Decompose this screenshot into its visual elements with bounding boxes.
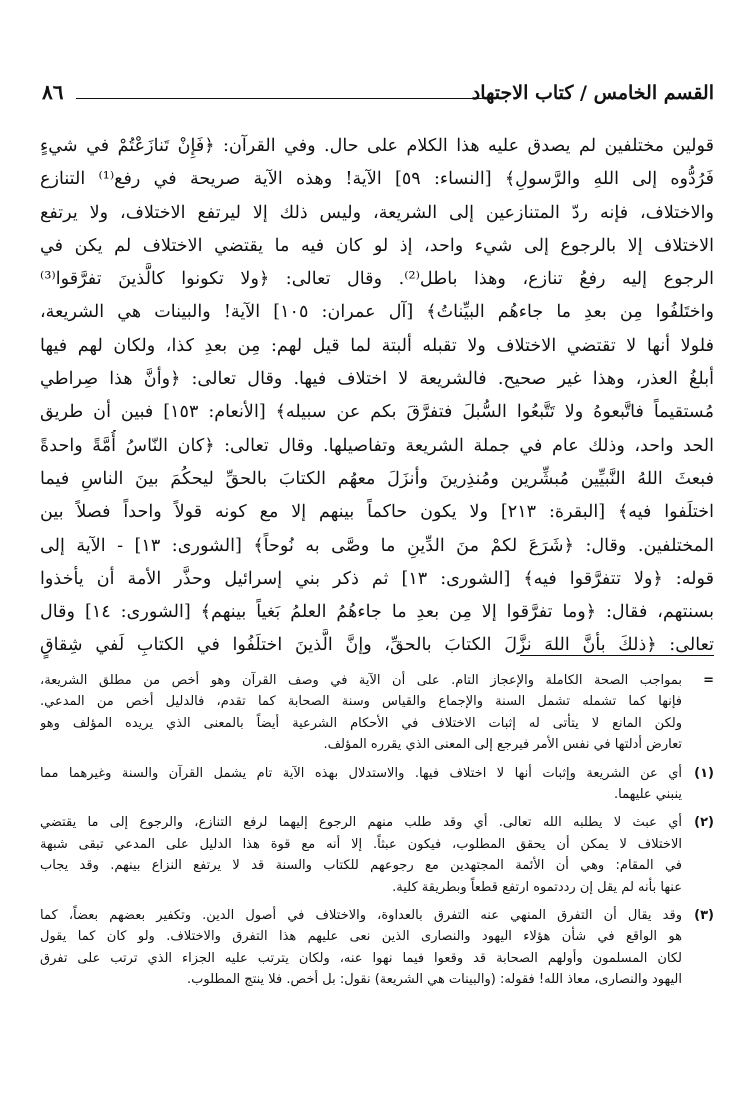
footnote-3: [40, 905, 714, 991]
footnote-marker: =: [703, 673, 714, 688]
footnotes: [40, 670, 714, 998]
page-number: ٨٦: [42, 80, 64, 104]
footnote-line: فإنها كما تشمله تشمل السنة والإجماع والقياس وسنة الصحابة كما تقدم، فالدليل أخص من المدعي.: [40, 694, 682, 710]
footnote-line: وقد يقال أن التفرق المنهي عنه التفرق بالعداوة، والاختلاف في أصول الدين. وتكفير بعضهم بعضاً، كما: [40, 908, 682, 924]
body-line: فَرُدُّوه إلى اللهِ والرَّسولِ﴾ [النساء: ٥٩] الآية! وهذه الآية صريحة في رفع⁽¹⁾ التنازع: [40, 169, 714, 190]
body-line: المختلفين. وقال: ﴿شَرَعَ لكمْ منَ الدِّينِ ما وصَّى به نُوحاً﴾ [الشورى: ١٣] - الآية إلى: [40, 535, 714, 556]
main-text: [40, 130, 714, 663]
footnote-line: بمواجب الصحة الكاملة والإعجاز التام. على أن الآية في وصف القرآن وهو أخص من مطلق الشريعة،: [40, 673, 682, 688]
footnote-line: أي عبث لا يطلبه الله تعالى. أي وقد طلب منهم الرجوع إليهما لرفع التنازع، والرجوع إلى ما يقتضي: [40, 815, 682, 831]
footnote-marker: (٢): [694, 815, 714, 831]
body-line: اختلَفوا فيه﴾ [البقرة: ٢١٣] ولا يكون حاكماً بينهم إلا مع كونه قولاً واحداً فصلاً بين: [40, 502, 714, 523]
body-line: فبعثَ اللهُ النَّبيِّين مُبشِّرين ومُنذِرينَ وأنزَلَ معهُم الكتابَ بالحقِّ ليحكُمَ بينَ الناسِ فيما: [40, 468, 714, 489]
body-line: بسنتهم، فقال: ﴿وما تفرَّقوا إلا مِن بعدِ ما جاءهُمُ العلمُ بَغياً بينهم﴾ [الشورى: ١٤] وقال: [40, 602, 714, 623]
body-line: فلولا أنها لا تقتضي الاختلاف ولا تقبله ألبتة لما قيل لهم: مِن بعدِ كذا، ولكان لهم فيها: [40, 335, 714, 356]
header-rule: [76, 98, 490, 99]
footnote-separator: [520, 655, 714, 656]
body-line: واختَلفُوا مِن بعدِ ما جاءهُم البيِّناتُ﴾ [آل عمران: ١٠٥] الآية! والبينات هي الشريعة،: [40, 302, 714, 323]
footnote-marker: (٣): [694, 908, 714, 924]
running-title: القسم الخامس / كتاب الاجتهاد: [471, 82, 714, 104]
footnote-marker: (١): [694, 765, 714, 781]
footnote-1: [40, 763, 714, 806]
body-line: الرجوع إليه رفعُ تنازع، وهذا باطل⁽²⁾. وقال تعالى: ﴿ولا تكونوا كالَّذينَ تفرَّقوا⁽³⁾: [40, 269, 714, 290]
footnote-line: الاختلاف لا يمكن أن يحقق المطلوب، فيكون عبثاً. إلا أنه مع قوة هذا الدليل على المدعي تبقى شبهة: [40, 836, 682, 852]
footnote-line: لكان المسلمون وأولهم الصحابة قد وقعوا فيما نهوا عنه، ولكان يترتب عليه الجزاء الذي ترتب على تفرق: [40, 950, 682, 966]
footnote-line: ولكن المانع لا يتأتى له إثبات الاختلاف في الأحكام الشرعية أيضاً بالمعنى الذي يريده المؤلف وهو: [40, 715, 682, 731]
body-line: أبلغُ العذر، وهذا غير صحيح. فالشريعة لا اختلاف فيها. وقال تعالى: ﴿وأنَّ هذا صِراطي: [40, 369, 714, 390]
footnote-line: اليهود والنصارى، معاذ الله! فقوله: (والبينات هي الشريعة) نقول: بل أخص. فلا ينتج المطلوب.: [187, 972, 682, 988]
footnote-continued: [40, 670, 714, 756]
book-page: [40, 0, 714, 1102]
footnote-line: في المقام: وهي أن الأئمة المجتهدين مع رجوعهم للكتاب والسنة قد لا يرتفع النزاع بينهم. وقد يجاب: [40, 858, 682, 874]
body-line: الاختلاف إلا بالرجوع إلى شيء واحد، إذ لو كان فيه ما يقتضي الاختلاف لم يكن في: [40, 235, 714, 256]
footnote-line: تعارض أدلتها في نفس الأمر فيرجع إلى المعنى الذي يقرره المؤلف.: [323, 737, 682, 753]
body-line: والاختلاف، فإنه ردّ المتنازعين إلى الشريعة، وليس ذلك إلا ليرتفع الاختلاف، ولا يرتفع: [40, 202, 714, 223]
footnote-2: [40, 812, 714, 898]
body-line: مُستقيماً فاتَّبعوهُ ولا تَتَّبعُوا السُّبلَ فتفرَّقَ بكم عن سبيله﴾ [الأنعام: ١٥٣] فبين أن طريق: [40, 402, 714, 423]
footnote-line: ينبني عليهما.: [614, 787, 682, 803]
footnote-line: هو الواقع في شأن هؤلاء اليهود والنصارى الذين نعى عليهم هذا التفرق والاختلاف. ولو كان كما يقول: [40, 929, 682, 945]
body-line: قولين مختلفين لم يصدق عليه هذا الكلام على حال. وفي القرآن: ﴿فَإِنْ تَنازَعْتُمْ في شيءٍ: [40, 136, 714, 156]
body-line: الحد واحد، وذلك عام في جملة الشريعة وتفاصيلها. وقال تعالى: ﴿كان النّاسُ أُمَّةً واحدةً: [40, 435, 714, 456]
body-line: قوله: ﴿ولا تتفرَّقوا فيه﴾ [الشورى: ١٣] ثم ذكر بني إسرائيل وحذَّر الأمة أن يأخذوا: [40, 568, 714, 589]
footnote-line: عنها بأنه لم يقل إن رددتموه ارتفع قطعاً وبطريقة كلية.: [392, 879, 682, 895]
footnote-line: أي عن الشريعة وإثبات أنها لا اختلاف فيها. والاستدلال بهذه الآية تام يشمل القرآن والسنة وغيرهما مما: [40, 765, 682, 781]
body-line: تعالى: ﴿ذلكَ بأنَّ اللهَ نزَّلَ الكتابَ بالحقِّ، وإنَّ الَّذينَ اختلَفُوا في الكتابِ لَفي شِقاقٍ: [40, 635, 714, 656]
page-header: [40, 78, 714, 118]
